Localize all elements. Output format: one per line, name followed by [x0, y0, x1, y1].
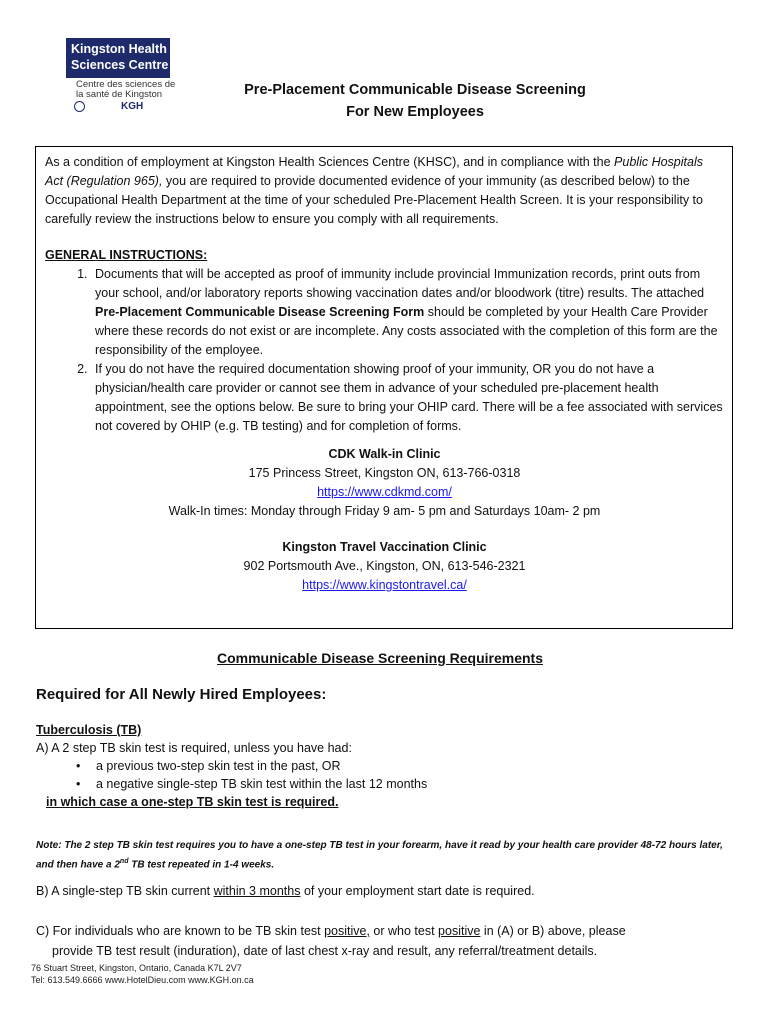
footer-address: 76 Stuart Street, Kingston, Ontario, Canada K7L 2V7 [31, 963, 242, 973]
logo-fr-line2: la santé de Kingston [76, 89, 163, 100]
general-instructions-heading: GENERAL INSTRUCTIONS: [45, 248, 208, 262]
all-employees-heading: Required for All Newly Hired Employees: [36, 686, 327, 703]
instruction-item-1: 1. Documents that will be accepted as proof of immunity include provincial Immunization records, print outs from your school, and/or laboratory reports showing vaccination dates and/or bloodwork (titre) results. The attached Pre-Placement Communicable Disease Screening Form should be completed by your Health Care Provider where these records do not exist or are incomplete. Any costs associated with the completion of this form are the responsibility of the employee. [91, 265, 724, 360]
intro-paragraph: As a condition of employment at Kingston Health Sciences Centre (KHSC), and in compliance with the Public Hospitals Act (Regulation 965), you are required to provide documented evidence of your immunity (as described below) to the Occupational Health Department at the time of your scheduled Pre-Placement Health Screen. It is your responsibility to carefully review the instructions below to ensure you comply with all requirements. [45, 155, 703, 226]
kgh-logo: KGH [121, 101, 144, 112]
tb-note: Note: The 2 step TB skin test requires you to have a one-step TB test in your forearm, have it read by your health care provider 48-72 hours later, and then have a 2nd TB test repeated in 1-4 weeks. [36, 840, 723, 871]
page-footer [31, 962, 254, 986]
list-item: • a previous two-step skin test in the past, OR [96, 757, 736, 775]
tb-heading: Tuberculosis (TB) [36, 723, 142, 737]
page-title: Pre-Placement Communicable Disease Screening [244, 82, 586, 98]
clinic-name: Kingston Travel Vaccination Clinic [282, 540, 487, 554]
tb-requirement-c: C) For individuals who are known to be TB skin test positive, or who test positive in (A) or B) above, please provide TB test result (induration), date of last chest x-ray and result, any referral/treatment details. [36, 924, 626, 958]
tb-section [36, 721, 736, 811]
hotel-dieu-icon [74, 101, 85, 112]
tb-exceptions-list [36, 757, 736, 793]
clinic-hours: Walk-In times: Monday through Friday 9 am- 5 pm and Saturdays 10am- 2 pm [168, 504, 601, 518]
clinic-address: 902 Portsmouth Ave., Kingston, ON, 613-546-2321 [243, 559, 526, 573]
instructions-box [35, 146, 733, 629]
clinic-link[interactable]: https://www.kingstontravel.ca/ [302, 578, 467, 592]
footer-contact: Tel: 613.549.6666 www.HotelDieu.com www.KGH.on.ca [31, 975, 254, 985]
requirements-title: Communicable Disease Screening Requirements [217, 650, 543, 666]
tb-requirement-b: B) A single-step TB skin current within 3 months of your employment start date is required. [36, 884, 535, 898]
logo-line2: Sciences Centre [71, 58, 169, 72]
general-instructions-list [45, 265, 724, 436]
logo-fr-line1: Centre des sciences de [76, 79, 176, 90]
list-item: • a negative single-step TB skin test within the last 12 months [96, 775, 736, 793]
clinic-link[interactable]: https://www.cdkmd.com/ [317, 485, 452, 499]
logo-line1: Kingston Health [71, 42, 167, 56]
clinic-name: CDK Walk-in Clinic [328, 447, 441, 461]
tb-requirement-a: A) A 2 step TB skin test is required, unless you have had: [36, 741, 352, 755]
page-subtitle: For New Employees [346, 104, 484, 120]
tb-onestep-note: in which case a one-step TB skin test is required. [46, 795, 339, 809]
khsc-logo [66, 38, 170, 78]
clinic-address: 175 Princess Street, Kingston ON, 613-766-0318 [248, 466, 521, 480]
instruction-item-2: 2. If you do not have the required documentation showing proof of your immunity, OR you do not have a physician/health care provider or cannot see them in advance of your scheduled pre-placement health appointment, see the options below. Be sure to bring your OHIP card. There will be a fee associated with services not covered by OHIP (e.g. TB testing) and for completion of forms. [91, 360, 724, 436]
